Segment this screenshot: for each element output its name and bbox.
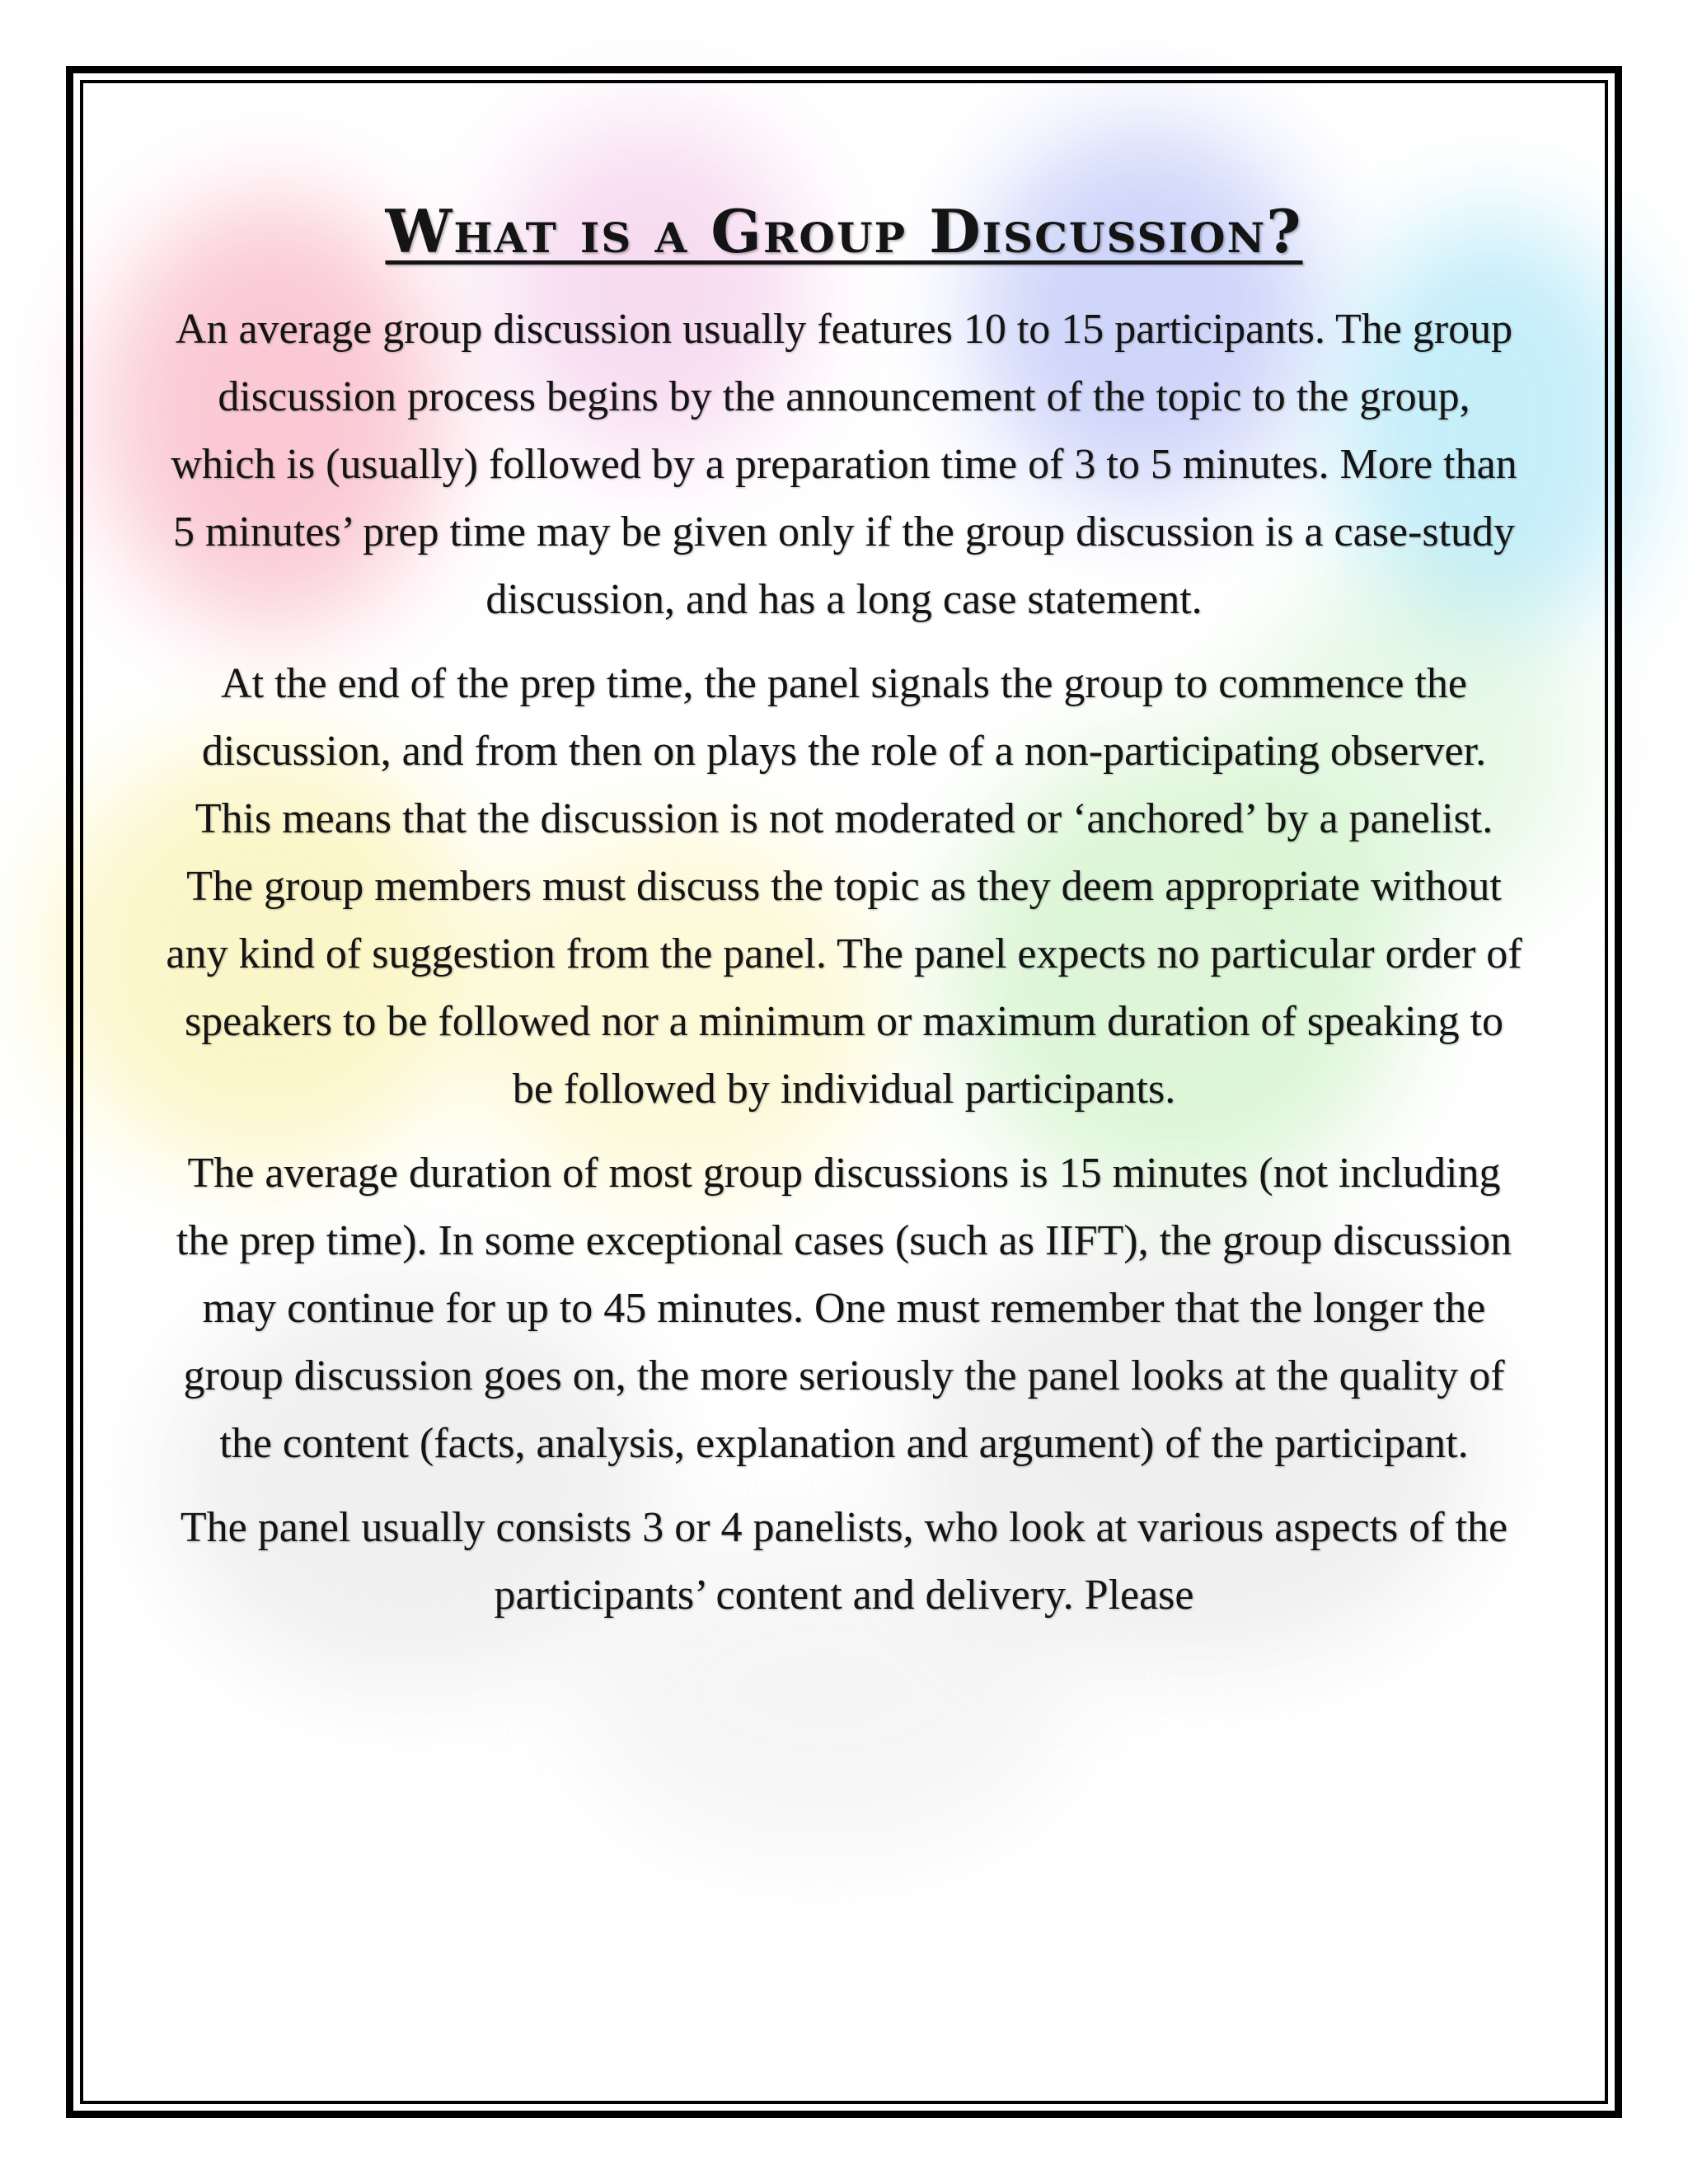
paragraph-4: The panel usually consists 3 or 4 panelists, who look at various aspects of the participants’ content and delivery. Please <box>180 1503 1508 1619</box>
paragraph-2: At the end of the prep time, the panel signals the group to commence the discussion, and from then on plays the role of a non-participating observer. This means that the discussion is not moderated or ‘anchored’ by a panelist. The group members must discuss the topic as they deem appropriate without any kind of suggestion from the panel. The panel expects no particular order of speakers to be followed nor a minimum or maximum duration of speaking to be followed by individual participants. <box>166 659 1522 1113</box>
paragraph-1: An average group discussion usually features 10 to 15 participants. The group discussion process begins by the announcement of the topic to the group, which is (usually) followed by a preparation time of 3 to 5 minutes. More than 5 minutes’ prep time may be given only if the group discussion is a case-study discussion, and has a long case statement. <box>171 305 1517 623</box>
document-body <box>165 198 1523 1646</box>
page-title: What is a Group Discussion? <box>385 196 1303 266</box>
paragraph-3: The average duration of most group discussions is 15 minutes (not including the prep time). In some exceptional cases (such as IIFT), the group discussion may continue for up to 45 minutes. One must remember that the longer the group discussion goes on, the more seriously the panel looks at the quality of the content (facts, analysis, explanation and argument) of the participant. <box>176 1149 1512 1467</box>
